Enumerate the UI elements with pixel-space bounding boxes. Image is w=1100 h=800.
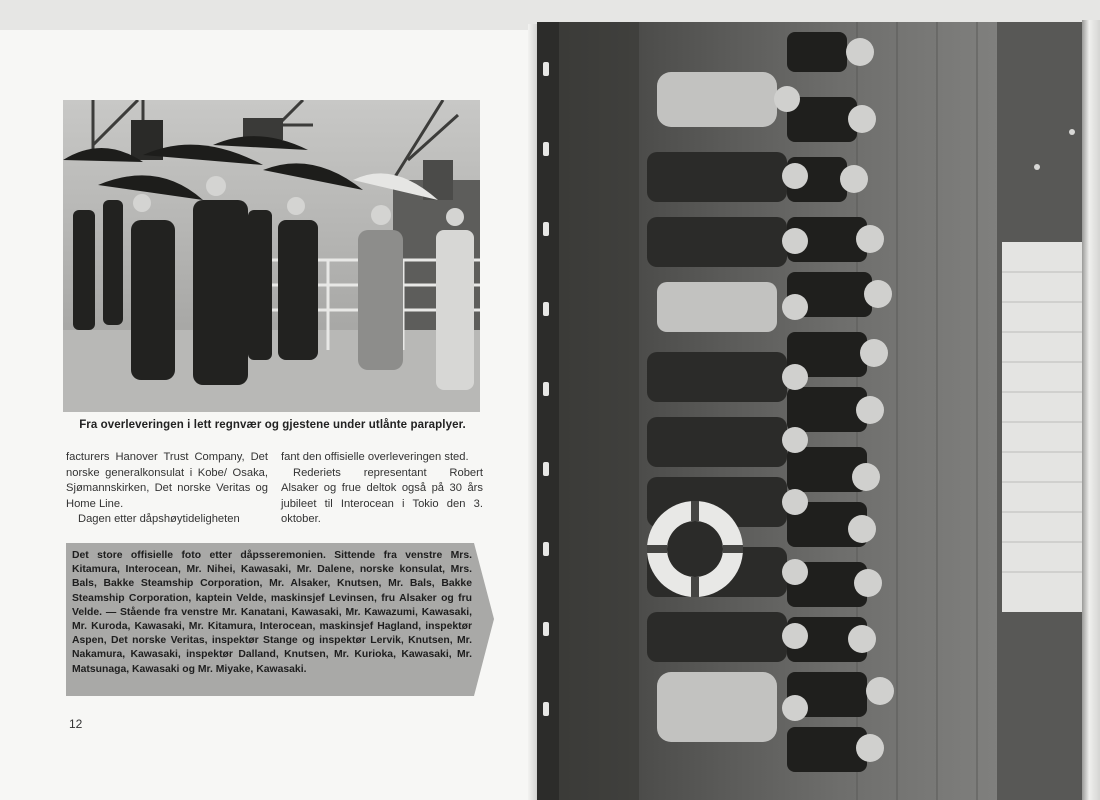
group-photo-caption-box	[66, 543, 494, 696]
column-1-paragraph-2: Dagen etter dåpshøytideligheten	[78, 513, 240, 525]
column-2-paragraph-1: fant den offisielle overleveringen sted.	[281, 451, 469, 463]
page-number: 12	[69, 717, 83, 731]
photo-caption: Fra overleveringen i lett regnvær og gjestene under utlånte paraplyer.	[79, 419, 466, 431]
column-2-paragraph-2: Rederiets representant Robert Alsaker og frue deltok også på 30 års jubileet til Interocean i Tokio den 3. oktober.	[281, 466, 483, 525]
text-column-2	[281, 450, 483, 528]
group-photo	[537, 22, 1090, 800]
text-column-1	[66, 450, 268, 528]
group-photo-caption: Det store offisielle foto etter dåpsseremonien. Sittende fra venstre Mrs. Kitamura, Interocean, Mr. Nihei, Kawasaki, Mr. Dalene, norske konsulat, Mrs. Bals, Bakke Steamship Corporation, Mr. Alsaker, Knutsen, Mr. Bals, Bakke Steamship Corporation, kaptein Velde, maskinsjef Levinsen, fru Alsaker og fru Velde. — Stående fra venstre Mr. Kanatani, Kawasaki, Mr. Kawazumi, Kawasaki, Mr. Kuroda, Kawasaki, Mr. Kitamura, Interocean, maskinsjef Hagland, inspektør Aspen, Det norske Veritas, inspektør Stange og inspektør Lervik, Knutsen, Mr. Nakamura, Kawasaki, inspektør Dalland, Knutsen, Mr. Kurioka, Kawasaki, Mr. Matsunaga, Kawasaki og Mr. Miyake, Kawasaki.	[72, 550, 472, 675]
umbrella-ceremony-photo	[63, 100, 480, 412]
column-1-paragraph-1: facturers Hanover Trust Company, Det norske generalkonsulat i Kobe/ Osaka, Sjømannskirken, Det norske Veritas og Home Line.	[66, 451, 268, 510]
life-ring	[647, 501, 743, 597]
page-edge	[1082, 20, 1100, 800]
